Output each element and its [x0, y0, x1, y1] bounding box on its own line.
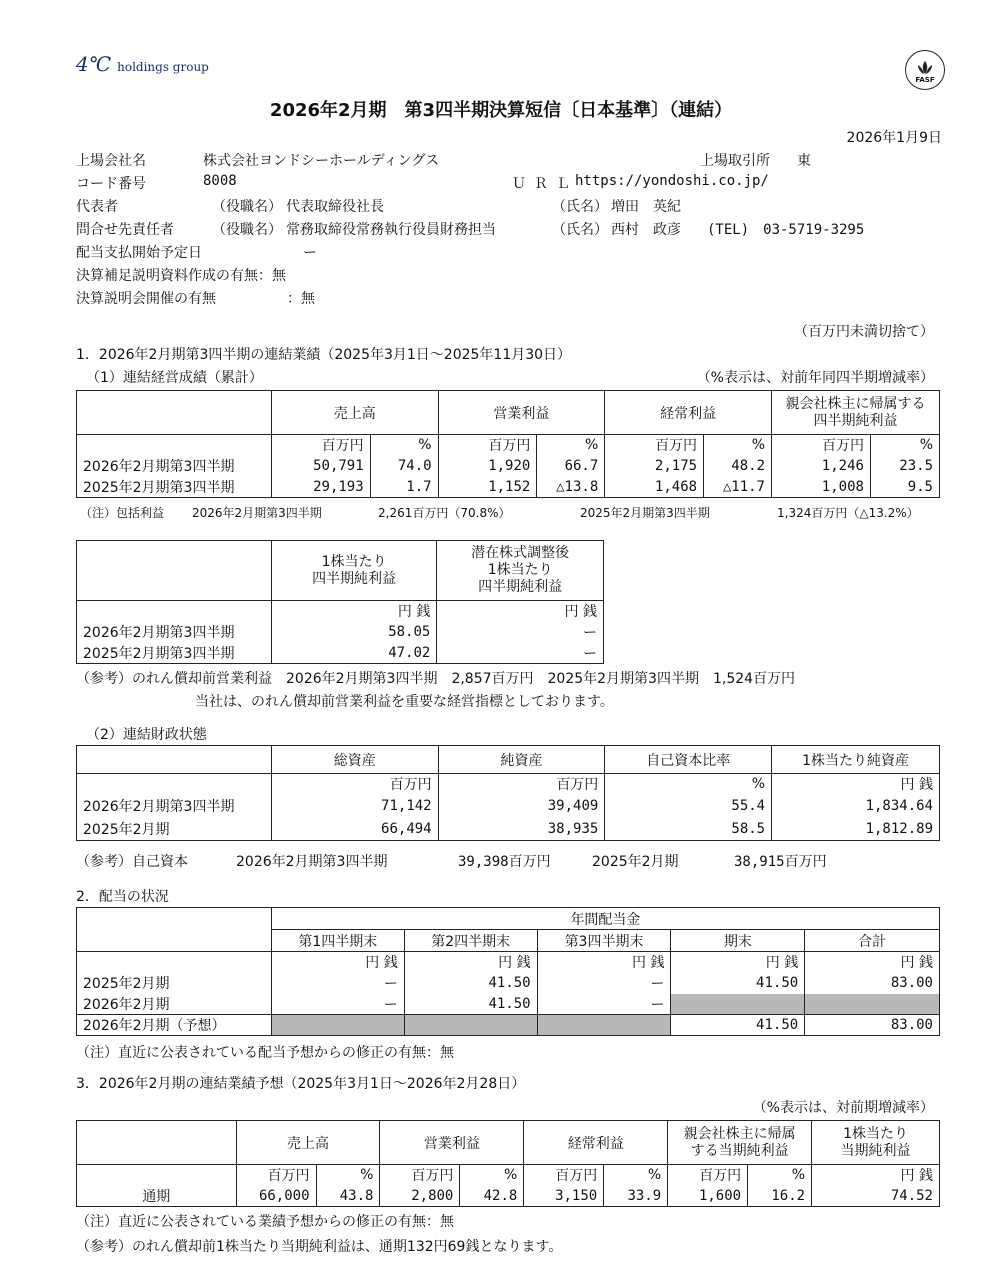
header-blank — [77, 391, 272, 435]
table-row: 2025年2月期第3四半期 47.02 ー — [77, 643, 604, 664]
col-ord-profit: 経常利益 — [605, 391, 772, 435]
col-net-assets: 純資産 — [438, 746, 605, 774]
report-date: 2026年1月9日 — [846, 130, 942, 146]
url-link[interactable]: https://yondoshi.co.jp/ — [575, 173, 769, 189]
section-3-heading: 3．2026年2月期の連結業績予想（2025年3月1日～2026年2月28日） — [76, 1076, 526, 1092]
company-logo — [76, 52, 209, 76]
financial-position-table: 総資産 純資産 自己資本比率 1株当たり純資産 百万円 百万円 % 円 銭 2026年2月期第3四半期 71,142 39,409 55.4 1,834.64 2025年2月期 66,494 38,935 58.5 1,812.89 — [76, 745, 940, 841]
table-row: 2026年2月期 ー 41.50 ー — [77, 994, 940, 1015]
table-row: 2025年2月期第3四半期 29,193 1.7 1,152 △13.8 1,468 △11.7 1,008 9.5 — [77, 477, 940, 498]
role-label: （役職名） — [212, 199, 282, 215]
col-bps: 1株当たり純資産 — [772, 746, 940, 774]
rep-role: 代表取締役社長 — [286, 199, 384, 215]
label-company: 上場会社名 — [76, 153, 146, 169]
dividend-note: （注）直近に公表されている配当予想からの修正の有無：無 — [76, 1045, 454, 1061]
briefing: ：無 — [287, 291, 315, 307]
section-2-heading: 2．配当の状況 — [76, 889, 169, 905]
col-diluted-eps: 潜在株式調整後 1株当たり 四半期純利益 — [437, 541, 604, 601]
annual-dividend-header: 年間配当金 — [271, 908, 939, 930]
operating-results-table: 売上高 営業利益 経常利益 親会社株主に帰属する 四半期純利益 百万円 % 百万円 % 百万円 % 百万円 % 2026年2月期第3四半期 50,791 74.0 1,920 66.7 2,175 48.2 1,246 23.5 2025年2月期第3四半期 29,193 1.7 1,152 △13.8 1,468 △11.7 1,008 9.5 — [76, 390, 940, 498]
table-row: 2026年2月期第3四半期 50,791 74.0 1,920 66.7 2,175 48.2 1,246 23.5 — [77, 456, 940, 477]
label-contact: 問合せ先責任者 — [76, 222, 174, 238]
label-url: ＵＲＬ — [512, 176, 578, 192]
goodwill-ref-desc: 当社は、のれん償却前営業利益を重要な経営指標としております。 — [195, 694, 614, 710]
company-name: 株式会社ヨンドシーホールディングス — [203, 153, 440, 169]
forecast-ref: （参考）のれん償却前1株当たり当期純利益は、通期132円69銭となります。 — [76, 1239, 563, 1255]
unit-note: （百万円未満切捨て） — [794, 324, 934, 340]
logo-text: holdings group — [117, 60, 209, 74]
unit-percent: % — [370, 435, 438, 456]
label-briefing: 決算説明会開催の有無 — [76, 291, 216, 307]
dividend-table: 年間配当金 第1四半期末 第2四半期末 第3四半期末 期末 合計 円 銭 円 銭 円 銭 円 銭 円 銭 2025年2月期 ー 41.50 ー 41.50 83.00 2026年2月期 ー 41.50 ー 2026年2月期（予想） 41.50 83.00 — [76, 907, 940, 1036]
col-total-assets: 総資産 — [271, 746, 438, 774]
section-1-1-heading: （1）連結経営成績（累計） — [86, 370, 263, 386]
col-op-profit: 営業利益 — [438, 391, 605, 435]
fasf-text: FASF — [915, 76, 935, 84]
row-label: 2026年2月期第3四半期 — [77, 456, 272, 477]
forecast-note: （注）直近に公表されている業績予想からの修正の有無：無 — [76, 1214, 454, 1230]
label-rep: 代表者 — [76, 199, 118, 215]
label-exchange: 上場取引所 — [700, 153, 770, 169]
table-row: 2025年2月期 66,494 38,935 58.5 1,812.89 — [77, 818, 940, 841]
name-label: （氏名） — [552, 222, 608, 238]
code: 8008 — [203, 173, 237, 189]
col-eps: 1株当たり 四半期純利益 — [271, 541, 437, 601]
table-row: 2026年2月期第3四半期 58.05 ー — [77, 622, 604, 643]
label-code: コード番号 — [76, 176, 146, 192]
contact-name: 西村 政彦 — [611, 222, 681, 238]
col-sales: 売上高 — [271, 391, 438, 435]
logo-mark: 4℃ — [76, 52, 112, 76]
label-dividend-start: 配当支払開始予定日 — [76, 245, 202, 261]
percent-note: （%表示は、対前年同四半期増減率） — [696, 370, 934, 386]
section-1-heading: 1．2026年2月期第3四半期の連結業績（2025年3月1日～2025年11月30日） — [76, 347, 572, 363]
exchange: 東 — [797, 153, 811, 169]
fasf-badge — [905, 50, 945, 90]
contact-role: 常務取締役常務執行役員財務担当 — [286, 222, 496, 238]
table-row: 2026年2月期第3四半期 71,142 39,409 55.4 1,834.64 — [77, 795, 940, 818]
dividend-start: ー — [303, 245, 317, 261]
table-row: 通期 66,000 43.8 2,800 42.8 3,150 33.9 1,600 16.2 74.52 — [77, 1186, 940, 1207]
forecast-percent-note: （%表示は、対前期増減率） — [752, 1100, 934, 1116]
unit-million: 百万円 — [271, 435, 370, 456]
col-net-profit: 親会社株主に帰属する 四半期純利益 — [772, 391, 940, 435]
role-label: （役職名） — [212, 222, 282, 238]
supp-material: 決算補足説明資料作成の有無：無 — [76, 268, 286, 284]
table-row: 2026年2月期（予想） 41.50 83.00 — [77, 1015, 940, 1036]
goodwill-ref: （参考）のれん償却前営業利益 2026年2月期第3四半期 2,857百万円 2025年2月期第3四半期 1,524百万円 — [76, 671, 796, 687]
eps-table: 1株当たり 四半期純利益 潜在株式調整後 1株当たり 四半期純利益 円 銭 円 銭 2026年2月期第3四半期 58.05 ー 2025年2月期第3四半期 47.02 ー — [76, 540, 604, 664]
section-1-2-heading: （2）連結財政状態 — [86, 727, 207, 743]
forecast-table: 売上高 営業利益 経常利益 親会社株主に帰属 する当期純利益 1株当たり 当期純利益 百万円 % 百万円 % 百万円 % 百万円 % 円 銭 通期 66,000 43.8 2,800 42.8 3,150 33.9 1,600 16.2 74.52 — [76, 1120, 940, 1207]
table-row: 2025年2月期 ー 41.50 ー 41.50 83.00 — [77, 973, 940, 994]
rep-name: 増田 英紀 — [611, 199, 681, 215]
page-title: 2026年2月期 第3四半期決算短信〔日本基準〕（連結） — [269, 100, 733, 121]
name-label: （氏名） — [552, 199, 608, 215]
row-label: 2025年2月期第3四半期 — [77, 477, 272, 498]
col-equity-ratio: 自己資本比率 — [605, 746, 772, 774]
leaf-icon — [916, 60, 934, 76]
contact-tel: (TEL) 03-5719-3295 — [707, 222, 865, 238]
